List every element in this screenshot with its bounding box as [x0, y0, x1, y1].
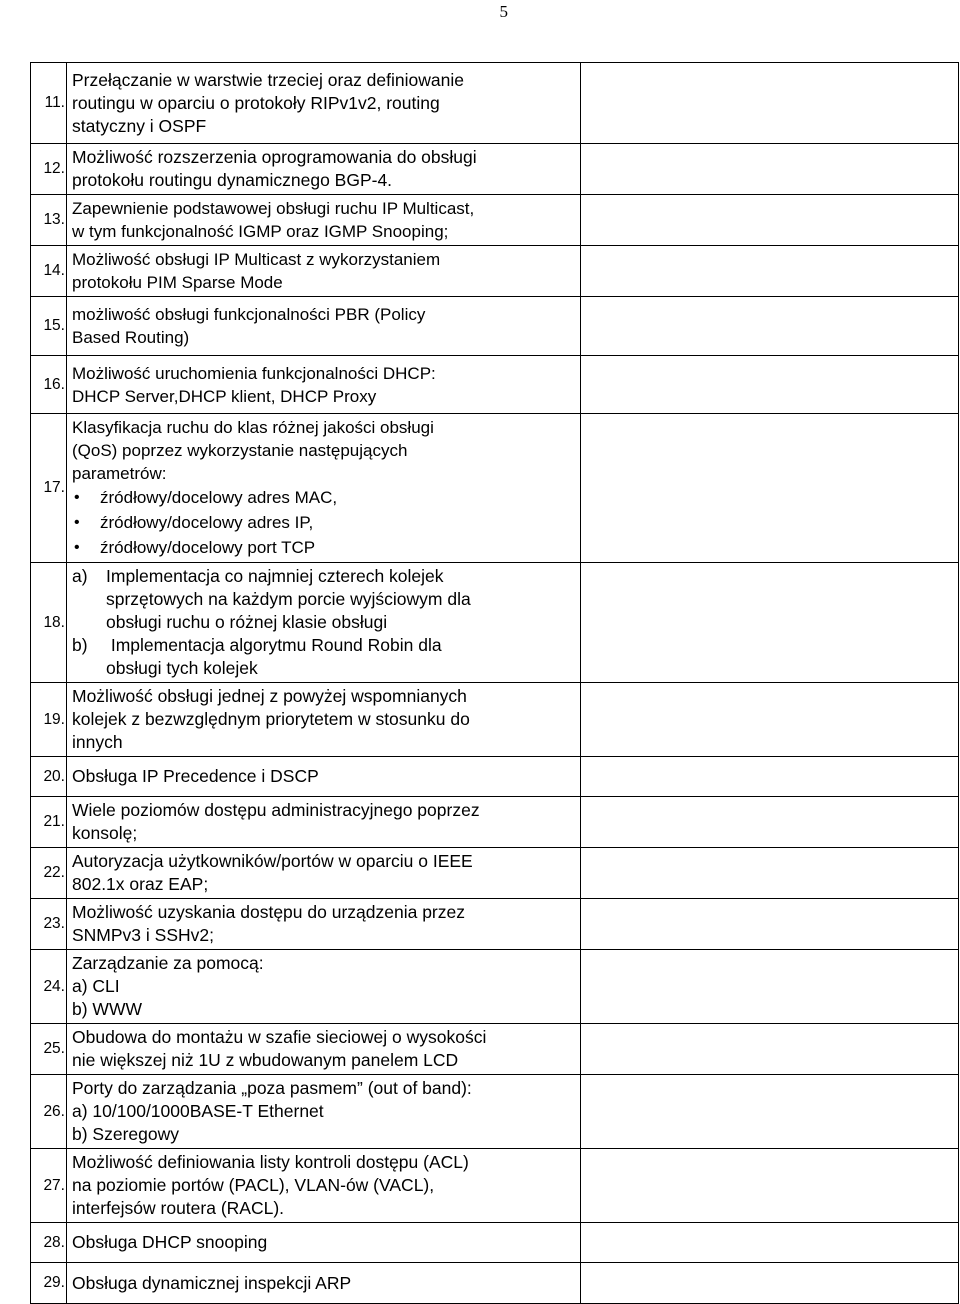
- row-number: 27.: [31, 1149, 67, 1223]
- specification-table: [30, 62, 959, 1304]
- value-cell: [581, 797, 959, 848]
- table-row: [31, 797, 959, 848]
- table-row: [31, 414, 959, 563]
- requirement-text: Zarządzanie za pomocą: a) CLI b) WWW: [67, 950, 581, 1024]
- row-number: 15.: [31, 297, 67, 356]
- requirement-text: Zapewnienie podstawowej obsługi ruchu IP Multicast, w tym funkcjonalność IGMP oraz IGMP Snooping;: [67, 195, 581, 246]
- value-cell: [581, 683, 959, 757]
- requirement-text: Porty do zarządzania „poza pasmem” (out of band): a) 10/100/1000BASE-T Ethernet b) Szeregowy: [67, 1075, 581, 1149]
- value-cell: [581, 1149, 959, 1223]
- table-row: [31, 1263, 959, 1304]
- value-cell: [581, 246, 959, 297]
- row-number: 20.: [31, 757, 67, 797]
- row-number: 21.: [31, 797, 67, 848]
- list-item: • źródłowy/docelowy adres MAC,: [72, 485, 574, 510]
- table-row: [31, 757, 959, 797]
- requirement-text: a) Implementacja co najmniej czterech kolejek sprzętowych na każdym porcie wyjściowym dla obsługi ruchu o różnej klasie obsługi b) Implementacja algorytmu Round Robin dla obsługi tych kolejek: [67, 563, 581, 683]
- value-cell: [581, 297, 959, 356]
- requirement-text: Przełączanie w warstwie trzeciej oraz definiowanie routingu w oparciu o protokoły RIPv1v2, routing statyczny i OSPF: [67, 63, 581, 144]
- row-number: 19.: [31, 683, 67, 757]
- row-number: 16.: [31, 356, 67, 414]
- requirement-text: Możliwość uruchomienia funkcjonalności DHCP: DHCP Server,DHCP klient, DHCP Proxy: [67, 356, 581, 414]
- requirement-text: Obsługa DHCP snooping: [67, 1223, 581, 1263]
- value-cell: [581, 1024, 959, 1075]
- value-cell: [581, 950, 959, 1024]
- table-row: [31, 63, 959, 144]
- value-cell: [581, 356, 959, 414]
- requirement-text: możliwość obsługi funkcjonalności PBR (Policy Based Routing): [67, 297, 581, 356]
- value-cell: [581, 848, 959, 899]
- row-number: 22.: [31, 848, 67, 899]
- value-cell: [581, 144, 959, 195]
- requirement-text: Klasyfikacja ruchu do klas różnej jakości obsługi (QoS) poprzez wykorzystanie następujących parametrów: • źródłowy/docelowy adres MAC, • źródłowy/docelowy adres IP, • źródłowy/docelowy port TCP: [67, 414, 581, 563]
- table-row: [31, 144, 959, 195]
- row-number: 17.: [31, 414, 67, 563]
- row-number: 13.: [31, 195, 67, 246]
- requirement-text: Możliwość obsługi jednej z powyżej wspomnianych kolejek z bezwzględnym priorytetem w stosunku do innych: [67, 683, 581, 757]
- table-row: [31, 356, 959, 414]
- parameter-list: [72, 485, 574, 560]
- table-row: [31, 563, 959, 683]
- requirement-text: Obsługa IP Precedence i DSCP: [67, 757, 581, 797]
- value-cell: [581, 899, 959, 950]
- requirement-text: Możliwość definiowania listy kontroli dostępu (ACL) na poziomie portów (PACL), VLAN-ów (VACL), interfejsów routera (RACL).: [67, 1149, 581, 1223]
- value-cell: [581, 195, 959, 246]
- table-row: [31, 1075, 959, 1149]
- value-cell: [581, 414, 959, 563]
- row-number: 29.: [31, 1263, 67, 1304]
- row-number: 14.: [31, 246, 67, 297]
- requirement-text: Możliwość uzyskania dostępu do urządzenia przez SNMPv3 i SSHv2;: [67, 899, 581, 950]
- requirement-text: Obsługa dynamicznej inspekcji ARP: [67, 1263, 581, 1304]
- requirement-text: Możliwość rozszerzenia oprogramowania do obsługi protokołu routingu dynamicznego BGP-4.: [67, 144, 581, 195]
- requirement-text: Obudowa do montażu w szafie sieciowej o wysokości nie większej niż 1U z wbudowanym panelem LCD: [67, 1024, 581, 1075]
- value-cell: [581, 63, 959, 144]
- row-number: 12.: [31, 144, 67, 195]
- row-number: 26.: [31, 1075, 67, 1149]
- table-row: [31, 683, 959, 757]
- table-row: [31, 1223, 959, 1263]
- row-number: 23.: [31, 899, 67, 950]
- requirement-text: Możliwość obsługi IP Multicast z wykorzystaniem protokołu PIM Sparse Mode: [67, 246, 581, 297]
- table-row: [31, 246, 959, 297]
- value-cell: [581, 1075, 959, 1149]
- requirement-text: Autoryzacja użytkowników/portów w oparciu o IEEE 802.1x oraz EAP;: [67, 848, 581, 899]
- table-row: [31, 950, 959, 1024]
- row-number: 18.: [31, 563, 67, 683]
- row-number: 11.: [31, 63, 67, 144]
- value-cell: [581, 1223, 959, 1263]
- value-cell: [581, 757, 959, 797]
- requirement-text: Wiele poziomów dostępu administracyjnego poprzez konsolę;: [67, 797, 581, 848]
- table-row: [31, 899, 959, 950]
- table-row: [31, 1149, 959, 1223]
- value-cell: [581, 563, 959, 683]
- table-row: [31, 1024, 959, 1075]
- list-item: • źródłowy/docelowy port TCP: [72, 535, 574, 560]
- row-number: 28.: [31, 1223, 67, 1263]
- table-row: [31, 195, 959, 246]
- table-row: [31, 297, 959, 356]
- table-row: [31, 848, 959, 899]
- list-item: • źródłowy/docelowy adres IP,: [72, 510, 574, 535]
- row-number: 25.: [31, 1024, 67, 1075]
- value-cell: [581, 1263, 959, 1304]
- row-number: 24.: [31, 950, 67, 1024]
